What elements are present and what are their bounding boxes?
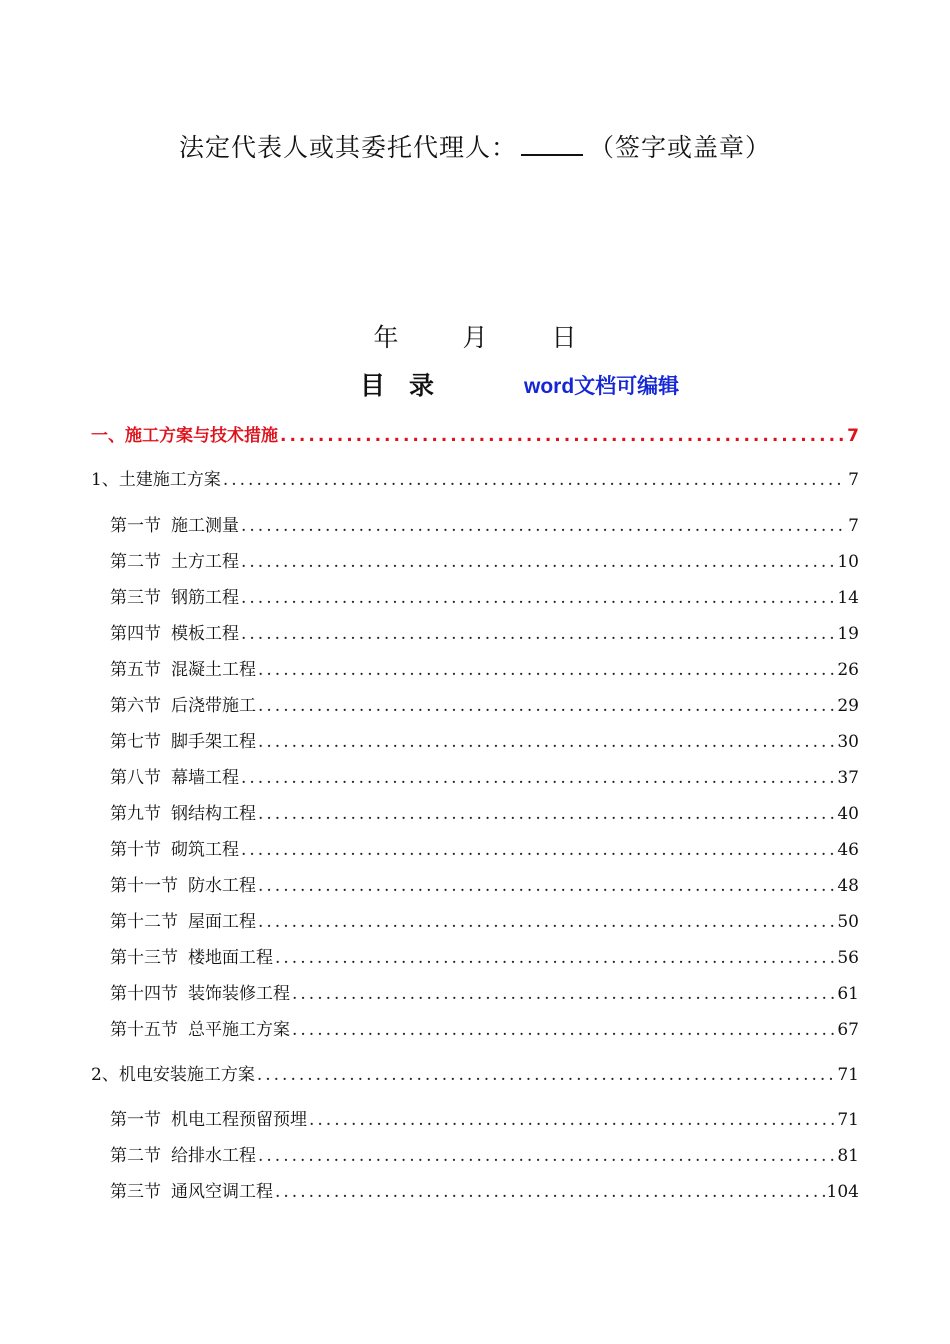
toc-entry-leader: [292, 1020, 835, 1040]
toc-entry-title: 模板工程: [171, 624, 239, 644]
toc-entry-title: 砌筑工程: [171, 840, 239, 860]
toc-entry-label: [110, 583, 239, 608]
toc-entry-section-number: 第六节: [110, 696, 161, 716]
toc-entry-leader: [275, 1182, 825, 1202]
toc-entry-label: [110, 1141, 256, 1166]
toc-entry-label: [110, 1105, 307, 1130]
toc-entry-leader: [241, 624, 835, 644]
toc-entry-title: 施工测量: [171, 516, 239, 536]
toc-entry-label: [91, 421, 278, 446]
toc-entry-leader: [241, 552, 835, 572]
toc-entry-leader: [258, 912, 835, 932]
toc-entry[interactable]: [91, 1060, 859, 1085]
toc-entry-section-number: 第四节: [110, 624, 161, 644]
toc-entry-title: 幕墙工程: [171, 768, 239, 788]
toc-entry[interactable]: [110, 619, 859, 644]
toc-entry-page: 104: [826, 1182, 859, 1202]
toc-entry-section-number: 第十节: [110, 840, 161, 860]
toc-entry[interactable]: [110, 1015, 859, 1040]
toc-entry[interactable]: [110, 727, 859, 752]
toc-entry-label: [110, 691, 256, 716]
toc-entry-label: [110, 943, 273, 968]
toc-entry-page: 67: [837, 1020, 859, 1040]
toc-entry-page: 29: [837, 696, 859, 716]
toc-entry-section-number: 第一节: [110, 1110, 161, 1130]
toc-entry-page: 71: [837, 1110, 859, 1130]
toc-entry-title: 屋面工程: [188, 912, 256, 932]
toc-entry-page: 19: [837, 624, 859, 644]
toc-entry-section-number: 第十二节: [110, 912, 178, 932]
toc-entry-leader: [223, 470, 846, 490]
toc-entry-section-number: 第七节: [110, 732, 161, 752]
toc-entry-title: 楼地面工程: [188, 948, 273, 968]
toc-entry-label: [110, 619, 239, 644]
toc-entry[interactable]: [110, 511, 859, 536]
toc-entry-leader: [292, 984, 835, 1004]
toc-entry-label: [110, 1177, 273, 1202]
toc-entry-section-number: 第三节: [110, 588, 161, 608]
toc-entry-leader: [257, 1065, 836, 1085]
toc-entry-section-number: 第十五节: [110, 1020, 178, 1040]
toc-entry[interactable]: [110, 655, 859, 680]
toc-entry-title: 通风空调工程: [171, 1182, 273, 1202]
toc-entry[interactable]: [110, 907, 859, 932]
toc-entry-title: 钢筋工程: [171, 588, 239, 608]
toc-entry-leader: [241, 768, 835, 788]
toc-entry-leader: [258, 660, 835, 680]
toc-entry-section-number: 第三节: [110, 1182, 161, 1202]
toc-entry-leader: [258, 1146, 835, 1166]
toc-entry[interactable]: [110, 799, 859, 824]
toc-entry-page: 46: [837, 840, 859, 860]
toc-entry-page: 61: [837, 984, 859, 1004]
toc-entry[interactable]: [110, 1141, 859, 1166]
editable-note: word文档可编辑: [524, 375, 680, 398]
toc-entry-label: [110, 871, 256, 896]
toc-entry[interactable]: [110, 979, 859, 1004]
toc-entry-label: [110, 979, 290, 1004]
toc-entry-page: 48: [837, 876, 859, 896]
date-day: 日: [551, 323, 577, 352]
toc-entry-title: 混凝土工程: [171, 660, 256, 680]
toc-entry-page: 7: [848, 470, 859, 490]
toc-entry-section-number: 第九节: [110, 804, 161, 824]
toc-entry-section-number: 第二节: [110, 552, 161, 572]
toc-entry-label: [110, 799, 256, 824]
toc-entry[interactable]: [110, 763, 859, 788]
toc-entry-label: [91, 1060, 255, 1085]
toc-entry-page: 71: [837, 1065, 859, 1085]
toc-entry[interactable]: [91, 465, 859, 490]
toc-entry-title: 土方工程: [171, 552, 239, 572]
toc-entry-title: 给排水工程: [171, 1146, 256, 1166]
toc-entry-title: 装饰装修工程: [188, 984, 290, 1004]
toc-entry-page: 30: [837, 732, 859, 752]
toc-entry-leader: [241, 840, 835, 860]
representative-suffix: （签字或盖章）: [589, 133, 772, 162]
toc-entry-section-number: 第一节: [110, 516, 161, 536]
toc-entry-title: 钢结构工程: [171, 804, 256, 824]
toc-entry-leader: [258, 804, 835, 824]
toc-entry-leader: [241, 588, 835, 608]
toc-entry-title: 后浇带施工: [171, 696, 256, 716]
toc-entry-section-number: 第二节: [110, 1146, 161, 1166]
toc-entry[interactable]: [110, 943, 859, 968]
toc-entry-label: [110, 907, 256, 932]
toc-entry[interactable]: [91, 421, 859, 446]
toc-entry[interactable]: [110, 835, 859, 860]
toc-entry-page: 7: [848, 516, 859, 536]
toc-title: 目录: [360, 371, 459, 400]
toc-entry-page: 7: [847, 426, 859, 446]
toc-entry-label: [110, 727, 256, 752]
date-month: 月: [462, 323, 488, 352]
toc-entry-title: 机电工程预留预埋: [171, 1110, 307, 1130]
toc-entry-label: [110, 1015, 290, 1040]
toc-entry-title: 总平施工方案: [188, 1020, 290, 1040]
toc-entry-page: 14: [837, 588, 859, 608]
toc-entry-page: 40: [837, 804, 859, 824]
toc-entry[interactable]: [110, 583, 859, 608]
toc-entry[interactable]: [110, 1105, 859, 1130]
toc-entry-title: 脚手架工程: [171, 732, 256, 752]
toc-entry-leader: [258, 732, 835, 752]
toc-entry-label: [110, 511, 239, 536]
toc-entry-section-number: 第十三节: [110, 948, 178, 968]
toc-entry[interactable]: [110, 1177, 859, 1202]
toc-entry-label: [110, 547, 239, 572]
toc-entry-title: 一、施工方案与技术措施: [91, 426, 278, 446]
toc-entry-section-number: 第十四节: [110, 984, 178, 1004]
date-year: 年: [373, 323, 399, 352]
toc-entry[interactable]: [110, 547, 859, 572]
toc-entry-section-number: 第十一节: [110, 876, 178, 896]
toc-entry-leader: [241, 516, 846, 536]
toc-entry-page: 56: [837, 948, 859, 968]
toc-entry-page: 10: [837, 552, 859, 572]
toc-entry-title: 防水工程: [188, 876, 256, 896]
representative-label: 法定代表人或其委托代理人：: [178, 133, 517, 162]
toc-entry-section-number: 第五节: [110, 660, 161, 680]
toc-entry-label: [91, 465, 221, 490]
toc-entry-label: [110, 655, 256, 680]
toc-entry-leader: [280, 426, 845, 446]
toc-entry-page: 37: [837, 768, 859, 788]
toc-entry[interactable]: [110, 691, 859, 716]
toc-entry-page: 50: [837, 912, 859, 932]
toc-entry-page: 81: [837, 1146, 859, 1166]
toc-entry-page: 26: [837, 660, 859, 680]
toc-entry[interactable]: [110, 871, 859, 896]
toc-entry-title: 2、机电安装施工方案: [91, 1065, 255, 1085]
toc-entry-leader: [309, 1110, 835, 1130]
toc-entry-label: [110, 835, 239, 860]
toc-entry-leader: [258, 696, 835, 716]
toc-entry-label: [110, 763, 239, 788]
toc-entry-section-number: 第八节: [110, 768, 161, 788]
toc-entry-leader: [275, 948, 835, 968]
toc-entry-title: 1、土建施工方案: [91, 470, 221, 490]
toc-entry-leader: [258, 876, 835, 896]
